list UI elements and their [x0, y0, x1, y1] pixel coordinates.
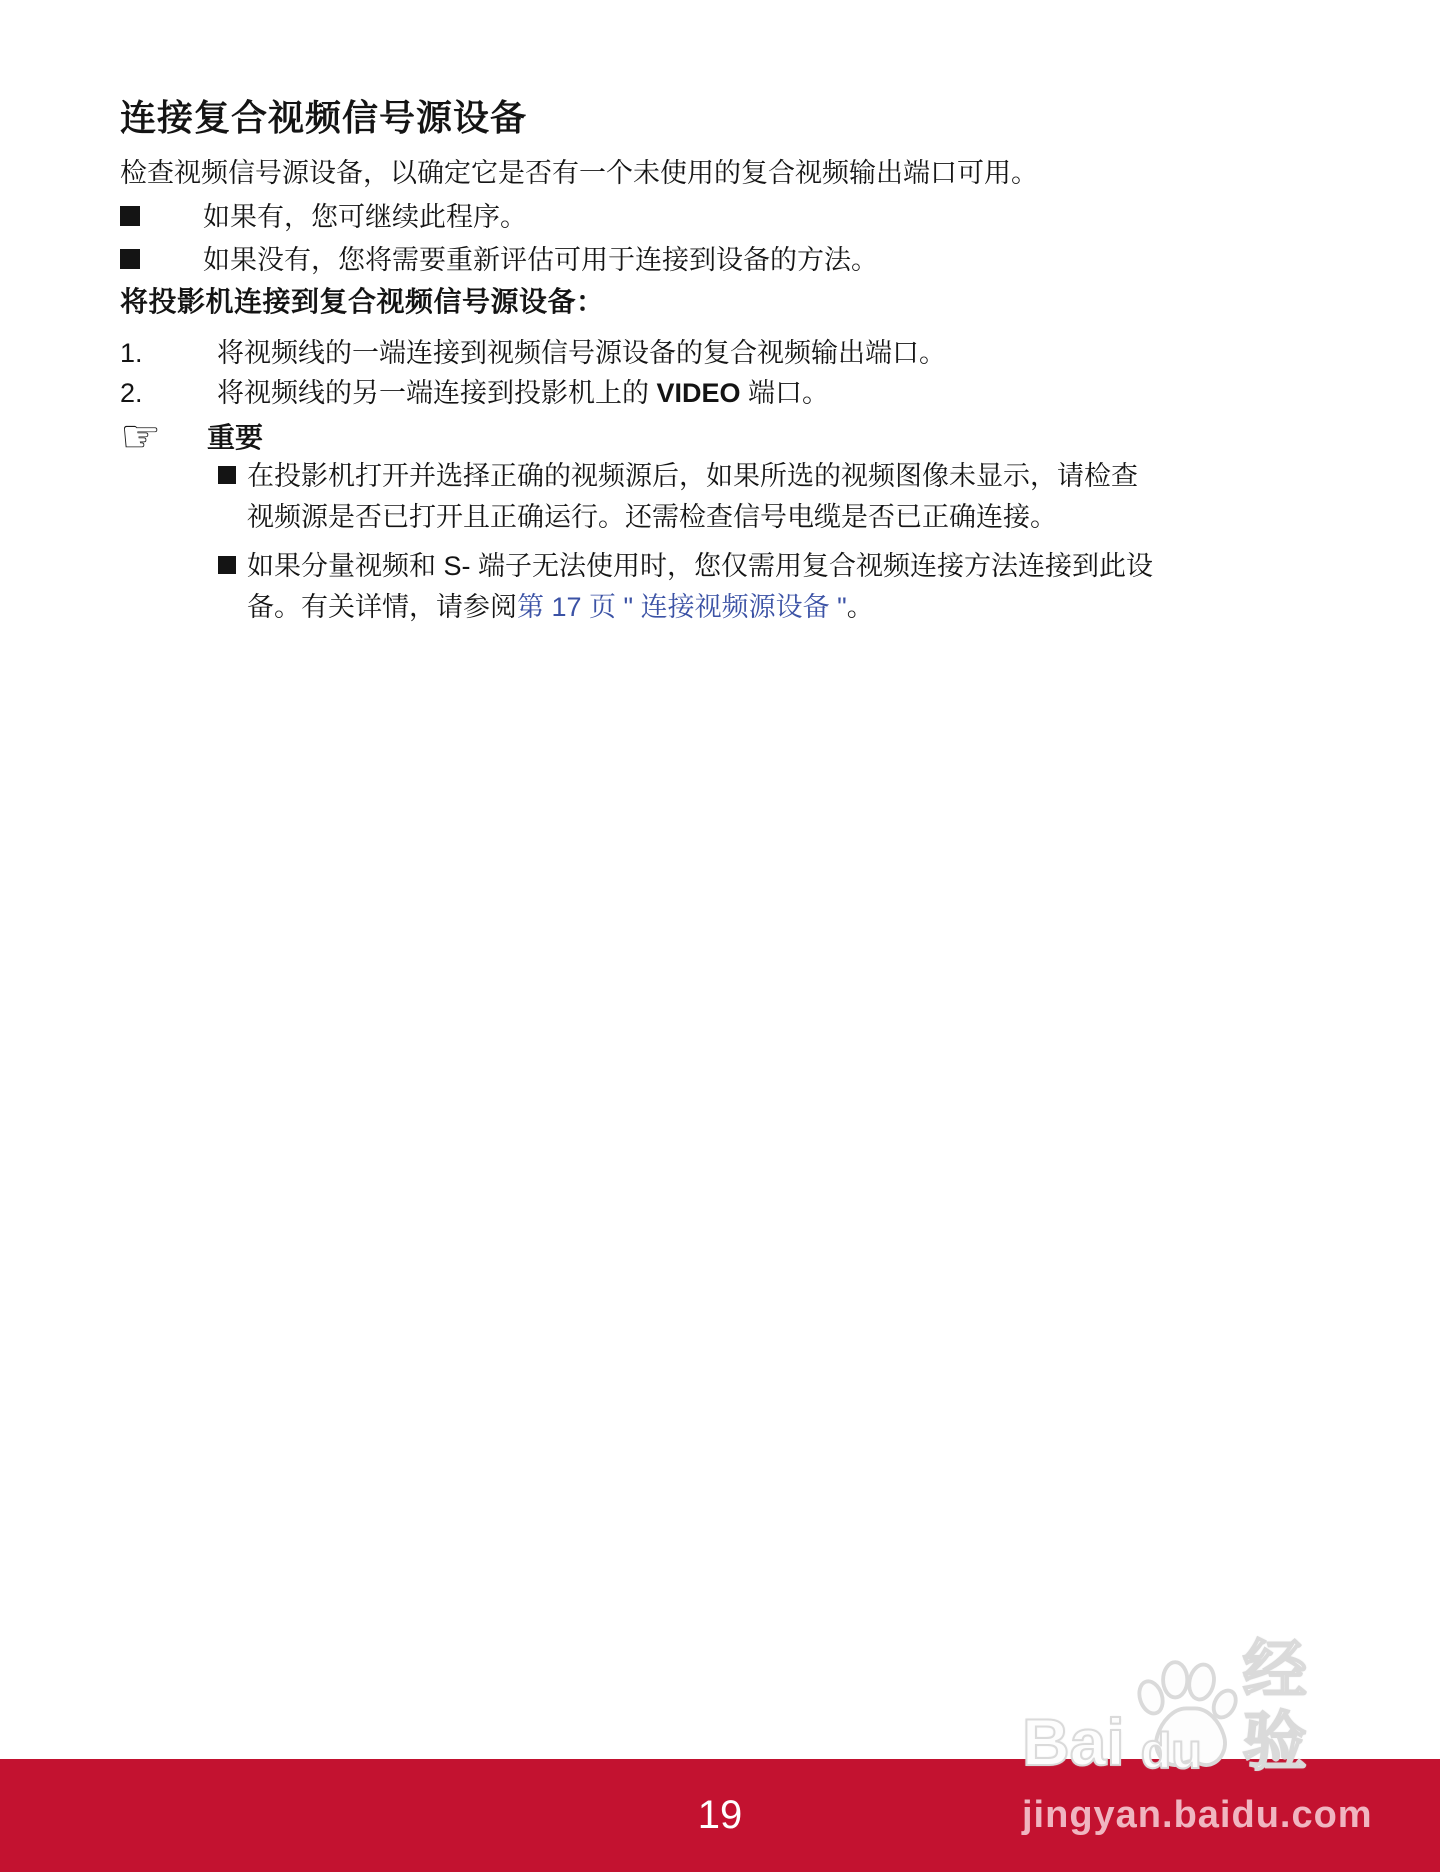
note-item [218, 456, 1330, 538]
watermark-site-url: jingyan.baidu.com [1022, 1794, 1373, 1836]
bullet-label: 如果有，您可继续此程序。 [203, 202, 527, 232]
note-text-segment: 。 [846, 592, 874, 622]
step-text-segment: 将视频线的一端连接到视频信号源设备的复合视频输出端口。 [217, 338, 946, 368]
document-content [120, 0, 1330, 628]
jingyan-logo-text: 经验 [1242, 1634, 1309, 1778]
note-text-segment: 在投影机打开并选择正确的视频源后，如果所选的视频图像未显示，请检查视频源是否已打开且正确运行。还需检查信号电缆是否已正确连接。 [247, 461, 1138, 532]
square-bullet-icon [120, 206, 140, 226]
baidu-jingyan-watermark [1022, 1634, 1373, 1837]
square-bullet-icon [218, 466, 236, 484]
baidu-paw-icon [1125, 1660, 1243, 1778]
step-text-segment: 将视频线的另一端连接到投影机上的 [217, 378, 657, 408]
cross-reference-link[interactable]: 第 17 页 " 连接视频源设备 " [517, 592, 847, 622]
important-label: 重要 [207, 422, 264, 453]
note-item [218, 546, 1330, 628]
square-bullet-icon [120, 249, 140, 269]
pointing-hand-icon: ☞ [120, 410, 162, 462]
step-number: 2. [120, 378, 143, 408]
step-text-segment: 端口。 [740, 378, 830, 408]
bullet-item [120, 240, 1330, 280]
step-text-bold: VIDEO [656, 378, 741, 408]
step-text [217, 333, 946, 373]
bullet-label: 如果没有，您将需要重新评估可用于连接到设备的方法。 [203, 245, 878, 275]
step-text [217, 373, 829, 413]
page-title: 连接复合视频信号源设备 [120, 97, 528, 138]
baidu-logo-text-du: du [1140, 1723, 1202, 1779]
bullet-item [120, 197, 1330, 237]
square-bullet-icon [218, 556, 236, 574]
page-number: 19 [697, 1793, 743, 1837]
baidu-jingyan-logo [1022, 1634, 1372, 1779]
step-list [120, 333, 1330, 413]
note-text [247, 456, 1164, 538]
step-number: 1. [120, 338, 143, 368]
baidu-logo-text-bai: Bai [1022, 1705, 1125, 1779]
intro-paragraph: 检查视频信号源设备，以确定它是否有一个未使用的复合视频输出端口可用。 [120, 158, 1038, 188]
important-notes [218, 456, 1330, 628]
procedure-heading: 将投影机连接到复合视频信号源设备： [120, 286, 605, 317]
step-item [120, 373, 1330, 413]
important-callout [120, 410, 1330, 462]
note-text-segment: 如果分量视频和 S- 端子无法使用时，您仅需用复合视频连接方法连接到此设备。有关详情，请参阅 [247, 551, 1154, 622]
step-item [120, 333, 1330, 373]
note-text [247, 546, 1164, 628]
